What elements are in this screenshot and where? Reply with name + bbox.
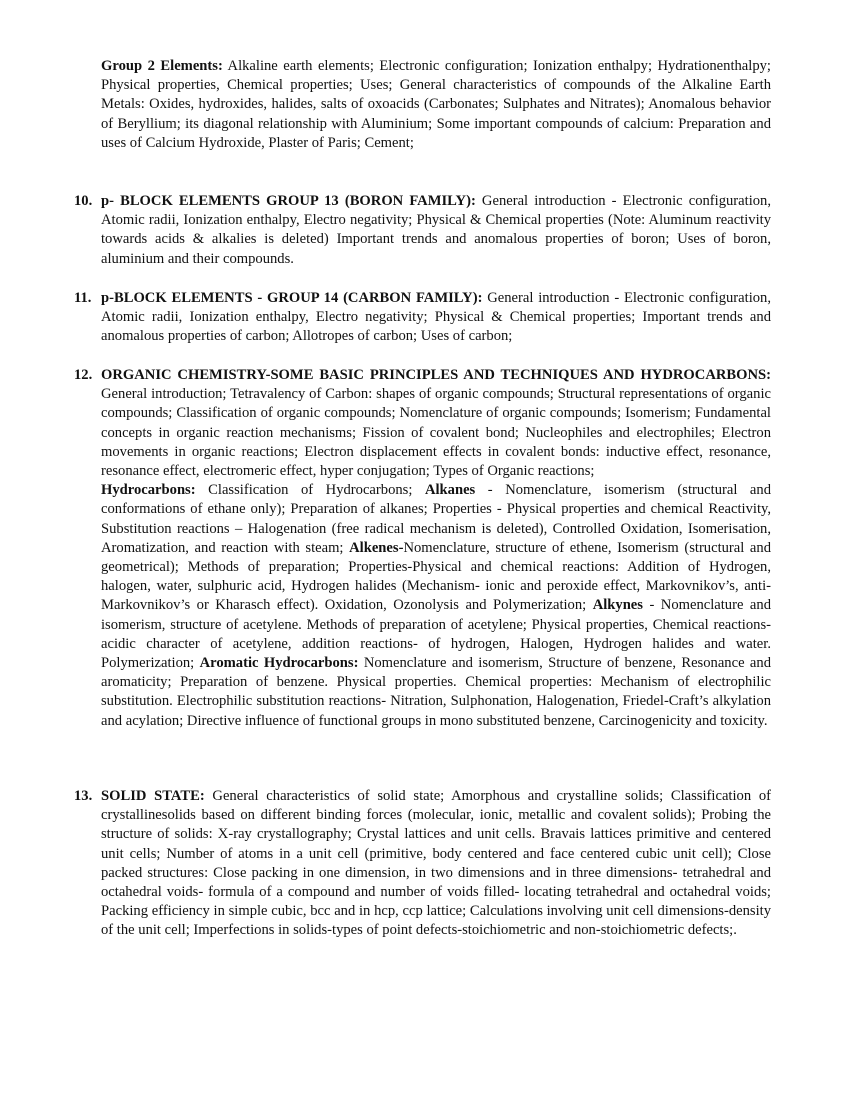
alkanes-text: - Nomenclature, isomerism (structural and conformations of ethane only); Preparation of alkanes; Properties - Physical properties and chemical Reactivity, Substitution reactions – Halogenation (free radical mechanism is deleted), Controlled Oxidation, Isomerisation, Aromatization, and reaction with steam;	[101, 482, 771, 556]
alkanes-heading: Alkanes	[424, 482, 476, 499]
alkynes-text: - Nomenclature and isomerism, structure of acetylene. Methods of preparation of acetylene; Physical properties, Chemical reactions- acidic character of acetylene, addition reactions- of hydrogen, Halogen, Hydrogen halides and water. Polymerization;	[101, 597, 771, 672]
group2-text: Alkaline earth elements; Electronic configuration; Ionization enthalpy; Hydrationenthalpy; Physical properties, Chemical properties; Uses; General characteristics of compounds of the Alkaline Earth Metals: Oxides, hydroxides, halides, salts of oxoacids (Carbonates; Sulphates and Nitrates); Anomalous behavior of Beryllium; its diagonal relationship with Aluminium; Some important compounds of calcium: Preparation and uses of Calcium Hydroxide, Plaster of Paris; Cement;	[101, 58, 771, 151]
section-10	[74, 192, 771, 269]
section-number: 12.	[74, 367, 93, 383]
section-12-heading: ORGANIC CHEMISTRY-SOME BASIC PRINCIPLES AND TECHNIQUES AND HYDROCARBONS:	[101, 367, 771, 383]
alkenes-text: Nomenclature, structure of ethene, Isomerism (structural and geometrical); Methods of preparation; Properties-Physical and chemical reactions: Addition of Hydrogen, halogen, water, sulphuric acid, Hydrogen halides (Mechanism- ionic and peroxide effect, Markovnikov’s, anti-Markovnikov’s or Kharasch effect). Oxidation, Ozonolysis and Polymerization;	[101, 539, 772, 614]
group2-heading: Group 2 Elements:	[101, 58, 223, 74]
hydrocarbons-text: Classification of Hydrocarbons;	[195, 482, 425, 499]
section-10-text: General introduction - Electronic configuration, Atomic radii, Ionization enthalpy, Electro negativity; Physical & Chemical properties (Note: Aluminum reactivity towards acids & alkalies is deleted) Important trends and anomalous properties of boron; Uses of boron, aluminium and their compounds.	[101, 193, 771, 267]
section-13-heading: SOLID STATE:	[101, 788, 205, 804]
section-11	[74, 289, 771, 347]
hydrocarbons-heading: Hydrocarbons:	[101, 482, 196, 499]
section-number: 10.	[74, 193, 93, 209]
alkenes-heading: Alkenes-	[349, 539, 404, 556]
section-11-text: General introduction - Electronic configuration, Atomic radii, Ionization enthalpy, Electro negativity; Physical & Chemical properties; Important trends and anomalous properties of carbon; Allotropes of carbon; Uses of carbon;	[101, 290, 771, 345]
section-10-heading: p- BLOCK ELEMENTS GROUP 13 (BORON FAMILY):	[101, 193, 476, 209]
aromatic-text: Nomenclature and isomerism, Structure of benzene, Resonance and aromaticity; Preparation of benzene. Physical properties. Chemical properties: Mechanism of electrophilic substitution. Electrophilic substitution reactions- Nitration, Sulphonation, Halogenation, Friedel-Craft’s alkylation and acylation; Directive influence of functional groups in mono substituted benzene, Carcinogenicity and toxicity.	[101, 655, 771, 729]
section-13-text: General characteristics of solid state; Amorphous and crystalline solids; Classification of crystallinesolids based on different binding forces (molecular, ionic, metallic and covalent solids); Probing the structure of solids: X-ray crystallography; Crystal lattices and unit cells. Bravais lattices primitive and centered unit cells; Number of atoms in a unit cell (primitive, body centered and face centered cubic unit cell); Close packed structures: Close packing in one dimension, in two dimensions and in three dimensions- tetrahedral and octahedral voids- formula of a compound and number of voids filled- locating tetrahedral and octahedral voids; Packing efficiency in simple cubic, bcc and in hcp, ccp lattice; Calculations involving unit cell dimensions-density of the unit cell; Imperfections in solids-types of point defects-stoichiometric and non-stoichiometric defects;.	[101, 788, 771, 939]
alkynes-heading: Alkynes	[592, 597, 643, 614]
section-number: 11.	[74, 290, 92, 306]
section-11-paragraph	[101, 289, 771, 347]
section-13	[74, 787, 771, 941]
section-12-paragraph	[101, 366, 771, 481]
hydrocarbons-paragraph	[101, 481, 771, 731]
section-11-heading: p-BLOCK ELEMENTS - GROUP 14 (CARBON FAMILY):	[101, 290, 483, 306]
section-13-paragraph	[101, 787, 771, 941]
section-12-text: General introduction; Tetravalency of Carbon: shapes of organic compounds; Structural representations of organic compounds; Classification of organic compounds; Nomenclature of organic compounds; Isomerism; Fundamental concepts in organic reaction mechanisms; Fission of covalent bond; Nucleophiles and electrophiles; Electron movements in organic reactions; Electron displacement effects in covalent bonds: inductive effect, resonance, resonance effect, electromeric effect, hyper conjugation; Types of Organic reactions;	[101, 386, 771, 480]
section-number: 13.	[74, 788, 93, 804]
section-12	[74, 366, 771, 731]
aromatic-heading: Aromatic Hydrocarbons:	[199, 655, 359, 672]
group2-paragraph	[101, 57, 771, 153]
section-10-paragraph	[101, 192, 771, 269]
